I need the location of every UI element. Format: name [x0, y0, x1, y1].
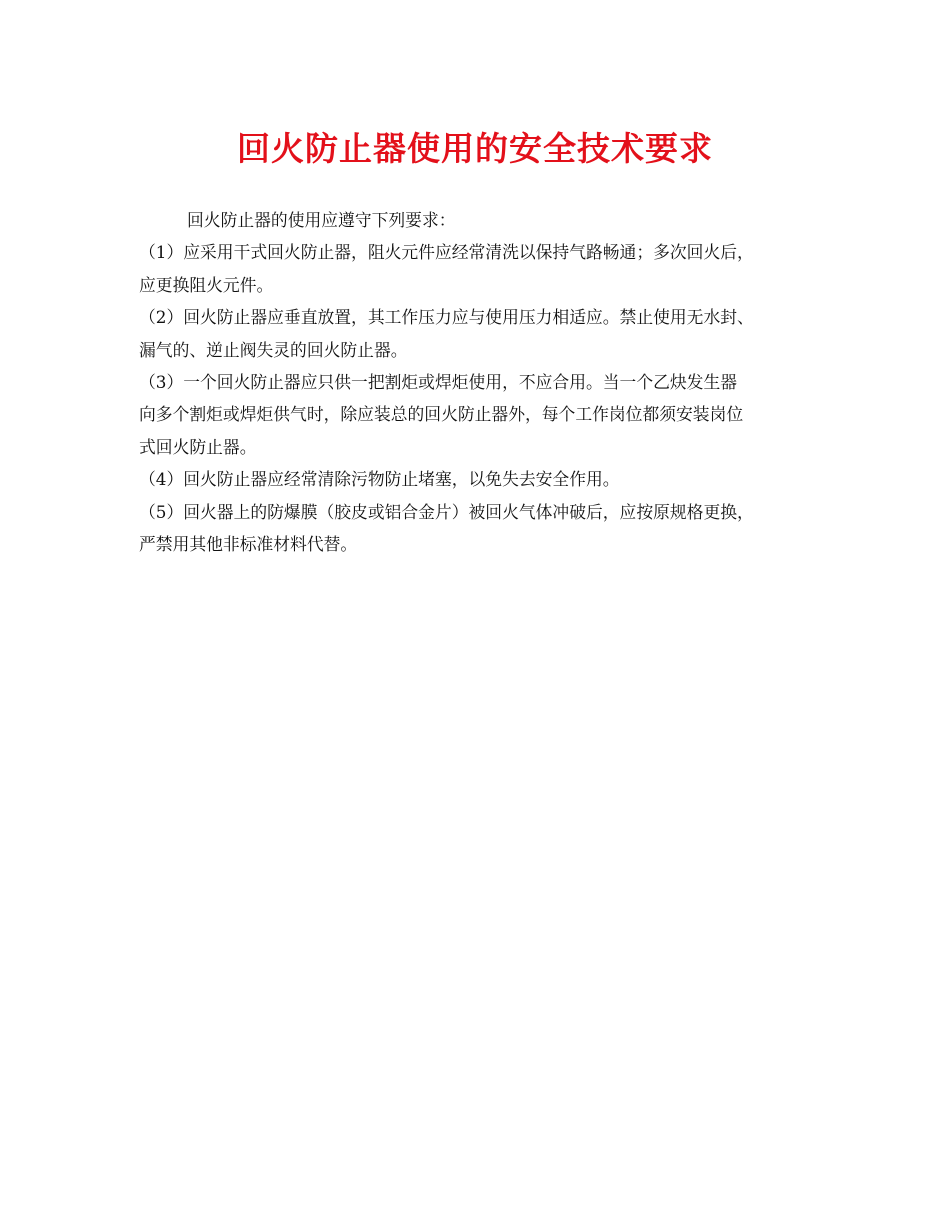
requirement-item-2 [139, 301, 839, 366]
paragraph-line: 式回火防止器。 [139, 436, 257, 457]
paragraph-line: （1）应采用干式回火防止器，阻火元件应经常清洗以保持气路畅通；多次回火后， [139, 242, 754, 263]
intro-paragraph: 回火防止器的使用应遵守下列要求： [187, 210, 456, 230]
requirement-item-3 [139, 366, 839, 463]
paragraph-line: 向多个割炬或焊炬供气时，除应装总的回火防止器外，每个工作岗位都须安装岗位 [139, 404, 744, 425]
paragraph-line: 严禁用其他非标准材料代替。 [139, 534, 358, 555]
requirement-item-4 [139, 463, 839, 495]
paragraph-line: （5）回火器上的防爆膜（胶皮或铝合金片）被回火气体冲破后，应按原规格更换， [139, 501, 754, 522]
paragraph-line: （2）回火防止器应垂直放置，其工作压力应与使用压力相适应。禁止使用无水封、 [139, 307, 754, 328]
paragraph-line: 应更换阻火元件。 [139, 274, 274, 295]
requirement-item-1 [139, 236, 839, 301]
requirement-item-5 [139, 496, 839, 561]
paragraph-line: （4）回火防止器应经常清除污物防止堵塞，以免失去安全作用。 [139, 469, 620, 490]
paragraph-line: 漏气的、逆止阀失灵的回火防止器。 [139, 339, 408, 360]
document-body [139, 204, 839, 560]
document-title: 回火防止器使用的安全技术要求 [237, 129, 713, 168]
paragraph-line: （3）一个回火防止器应只供一把割炬或焊炬使用，不应合用。当一个乙炔发生器 [139, 372, 738, 393]
